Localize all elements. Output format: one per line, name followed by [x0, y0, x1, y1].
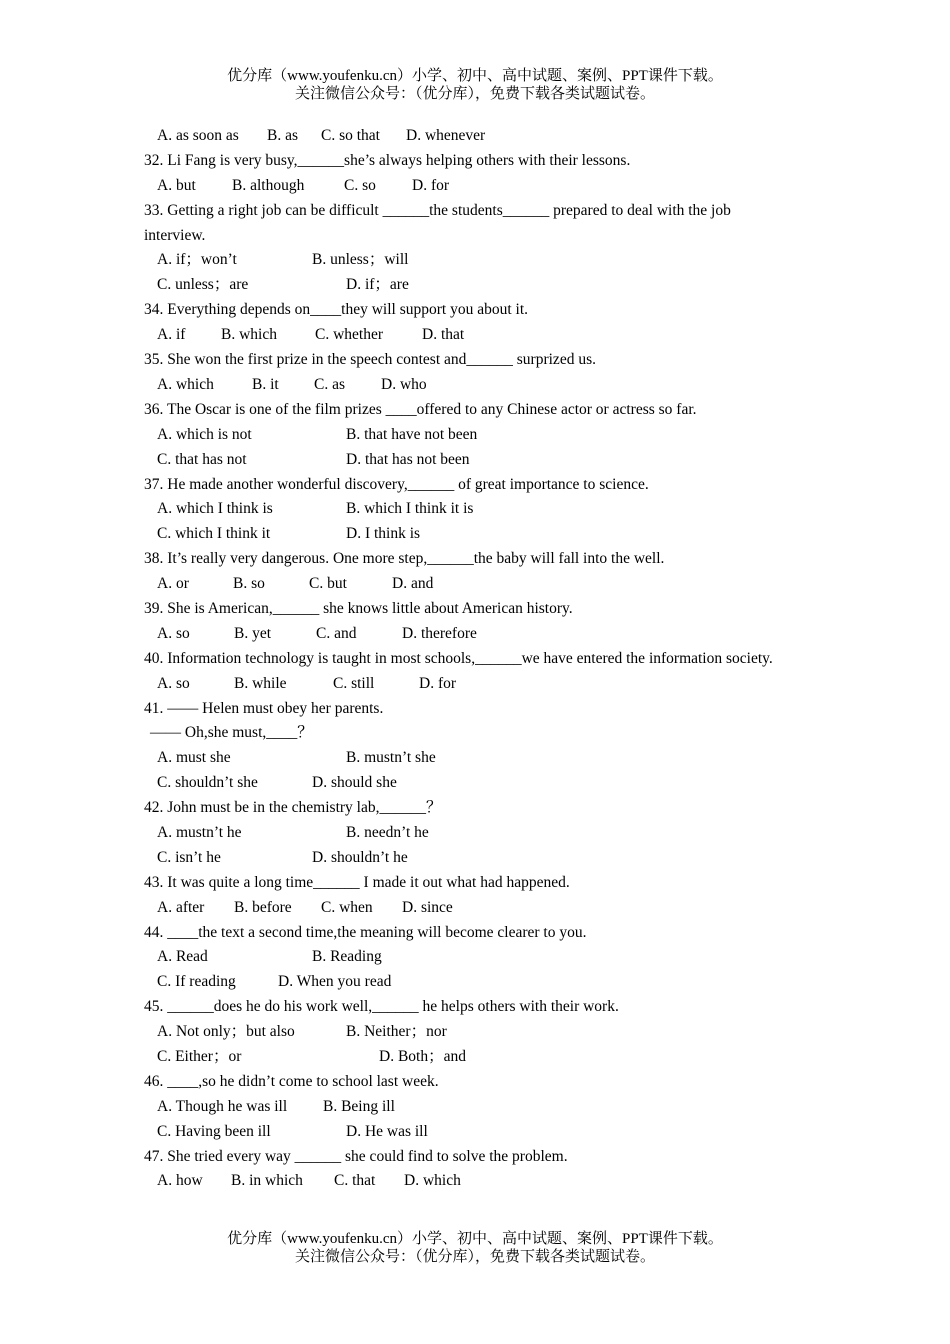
answer-option: C. but	[309, 575, 347, 593]
answer-option: C. so	[344, 176, 376, 194]
answer-option: A. after	[157, 898, 205, 916]
question-stem: 38. It’s really very dangerous. One more step,______the baby will fall into the well.	[144, 550, 665, 568]
answer-option: C. when	[321, 898, 373, 916]
option-row	[144, 945, 794, 970]
option-row	[144, 1045, 794, 1070]
answer-option: D. shouldn’t he	[312, 848, 408, 866]
question-stem: 37. He made another wonderful discovery,______ of great importance to science.	[144, 475, 649, 493]
option-row	[144, 423, 794, 448]
answer-option: C. that has not	[157, 450, 247, 468]
answer-option: D. since	[402, 898, 453, 916]
answer-option: D. He was ill	[346, 1122, 428, 1140]
option-row	[144, 497, 794, 522]
answer-option: D. and	[392, 575, 434, 593]
question-stem: 40. Information technology is taught in most schools,______we have entered the information society.	[144, 649, 773, 667]
answer-option: B. Reading	[312, 948, 382, 966]
answer-option: A. Not only；but also	[157, 1023, 295, 1041]
option-row	[144, 970, 794, 995]
option-row	[144, 672, 794, 697]
answer-option: B. Being ill	[323, 1097, 395, 1115]
answer-option: D. that has not been	[346, 450, 470, 468]
answer-option: D. that	[422, 326, 465, 344]
answer-option: A. which is not	[157, 425, 252, 443]
answer-option: D. should she	[312, 774, 397, 792]
answer-option: B. needn’t he	[346, 823, 429, 841]
option-row	[144, 746, 794, 771]
answer-option: C. Having been ill	[157, 1122, 271, 1140]
question-stem: 42. John must be in the chemistry lab,______？	[144, 799, 442, 817]
footer-line-2: 关注微信公众号：（优分库），免费下载各类试题试卷。	[294, 1249, 655, 1265]
answer-option: C. Either；or	[157, 1048, 242, 1065]
answer-option: A. or	[157, 575, 189, 593]
option-row	[144, 448, 794, 473]
answer-option: A. Though he was ill	[157, 1097, 288, 1115]
option-row	[144, 1020, 794, 1045]
answer-option: D. I think is	[346, 525, 421, 543]
option-row	[144, 1120, 794, 1145]
answer-option: D. if；are	[346, 276, 409, 294]
answer-option: B. as	[267, 127, 298, 144]
option-row	[144, 821, 794, 846]
option-row	[144, 273, 794, 298]
option-row	[144, 522, 794, 547]
answer-option: B. which I think it is	[346, 500, 474, 518]
answer-option: B. yet	[234, 624, 272, 642]
question-stem: 45. ______does he do his work well,______ he helps others with their work.	[144, 998, 619, 1016]
answer-option: B. while	[234, 674, 287, 692]
answer-option: D. who	[381, 375, 427, 393]
option-row	[144, 1095, 794, 1120]
question-stem: 36. The Oscar is one of the film prizes ____offered to any Chinese actor or actress so far.	[144, 400, 697, 418]
answer-option: A. if；won’t	[157, 251, 237, 269]
footer-line-1: 优分库（www.youfenku.cn）小学、初中、高中试题、案例、PPT课件下载。	[227, 1231, 723, 1247]
answer-option: A. so	[157, 674, 190, 692]
page-header	[0, 67, 950, 103]
answer-option: D. Both；and	[379, 1048, 466, 1065]
option-row	[144, 323, 794, 348]
option-row	[144, 572, 794, 597]
answer-option: B. which	[221, 326, 277, 344]
dialogue-line: —— Oh,she must,____？	[150, 724, 313, 742]
option-row	[144, 174, 794, 199]
option-row	[144, 622, 794, 647]
answer-option: B. before	[234, 898, 292, 916]
answer-option: B. in which	[231, 1172, 303, 1190]
header-line-2: 关注微信公众号：（优分库），免费下载各类试题试卷。	[294, 86, 655, 102]
page-footer	[0, 1230, 950, 1266]
answer-option: B. although	[232, 176, 305, 194]
answer-option: C. whether	[315, 326, 384, 344]
answer-option: C. still	[333, 674, 375, 692]
question-stem: 43. It was quite a long time______ I made it out what had happened.	[144, 873, 570, 891]
answer-option: C. shouldn’t she	[157, 774, 258, 792]
answer-option: A. if	[157, 326, 186, 344]
question-stem: 47. She tried every way ______ she could find to solve the problem.	[144, 1147, 568, 1165]
option-row	[144, 771, 794, 796]
answer-option: B. so	[233, 575, 265, 593]
option-row	[144, 896, 794, 921]
option-row	[144, 373, 794, 398]
answer-option: A. as soon as	[157, 127, 239, 144]
answer-option: B. that have not been	[346, 425, 478, 443]
option-row	[144, 1169, 794, 1194]
question-stem: 46. ____,so he didn’t come to school last week.	[144, 1072, 439, 1090]
question-stem: 44. ____the text a second time,the meaning will become clearer to you.	[144, 923, 587, 941]
answer-option: A. which I think is	[157, 500, 273, 518]
answer-option: A. how	[157, 1172, 203, 1190]
answer-option: C. and	[316, 624, 357, 642]
question-stem: 34. Everything depends on____they will support you about it.	[144, 301, 529, 319]
answer-option: C. so that	[321, 127, 380, 144]
answer-option: C. as	[314, 375, 345, 393]
question-stem: 32. Li Fang is very busy,______she’s always helping others with their lessons.	[144, 151, 631, 169]
answer-option: A. but	[157, 176, 196, 194]
option-row	[144, 124, 794, 149]
answer-option: B. unless；will	[312, 251, 409, 269]
answer-option: C. isn’t he	[157, 848, 221, 866]
answer-option: B. mustn’t she	[346, 749, 436, 767]
answer-option: B. it	[252, 375, 279, 393]
answer-option: D. which	[404, 1172, 461, 1190]
option-row	[144, 248, 794, 273]
answer-option: D. for	[412, 176, 450, 194]
answer-option: C. If reading	[157, 973, 236, 991]
question-stem: 35. She won the first prize in the speech contest and______ surprized us.	[144, 351, 596, 369]
answer-option: C. unless；are	[157, 276, 249, 294]
answer-option: D. therefore	[402, 624, 477, 642]
answer-option: C. that	[334, 1172, 376, 1190]
question-stem: 41. —— Helen must obey her parents.	[144, 699, 384, 717]
answer-option: A. must she	[157, 749, 231, 767]
answer-option: D. for	[419, 674, 457, 692]
answer-option: A. which	[157, 375, 214, 393]
question-list	[144, 124, 794, 1194]
question-stem: 33. Getting a right job can be difficult ______the students______ prepared to deal with the job interview.	[144, 201, 731, 244]
answer-option: C. which I think it	[157, 525, 271, 543]
answer-option: A. Read	[157, 948, 208, 966]
answer-option: A. so	[157, 624, 190, 642]
answer-option: A. mustn’t he	[157, 823, 242, 841]
answer-option: B. Neither；nor	[346, 1023, 447, 1041]
answer-option: D. whenever	[406, 127, 486, 144]
answer-option: D. When you read	[278, 973, 392, 991]
header-line-1: 优分库（www.youfenku.cn）小学、初中、高中试题、案例、PPT课件下载。	[227, 68, 723, 84]
option-row	[144, 846, 794, 871]
question-stem: 39. She is American,______ she knows little about American history.	[144, 599, 573, 617]
